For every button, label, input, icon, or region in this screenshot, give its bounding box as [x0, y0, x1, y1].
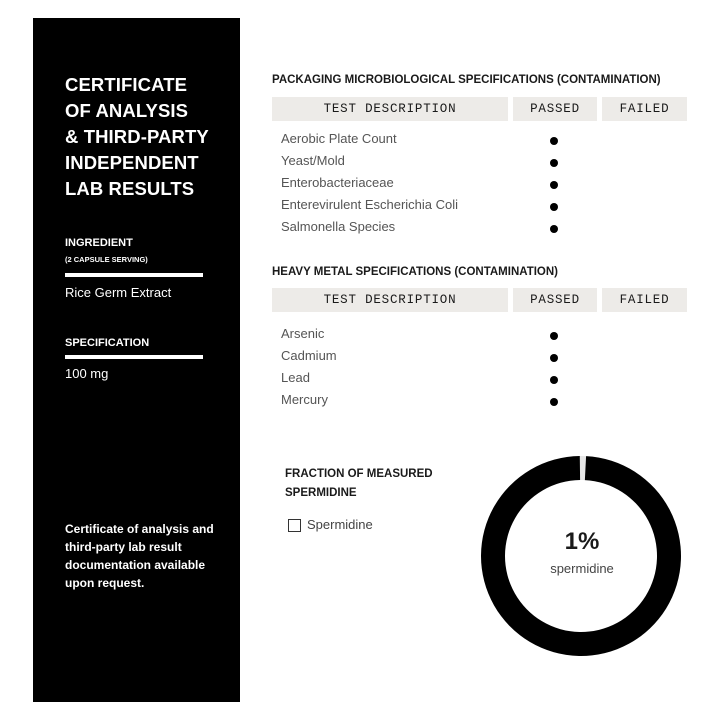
micro-header-passed: PASSED — [513, 97, 597, 121]
table-row-label: Enterevirulent Escherichia Coli — [281, 197, 459, 212]
ingredient-divider — [65, 273, 203, 277]
heavy-section-title: HEAVY METAL SPECIFICATIONS (CONTAMINATION) — [272, 266, 559, 278]
availability-note: Certificate of analysis and third-party lab result documentation available upon request. — [65, 522, 214, 590]
micro-header-failed: FAILED — [602, 97, 687, 121]
donut-percent-label: 1% — [564, 528, 600, 555]
specification-value: 100 mg — [65, 366, 109, 381]
table-row-label: Enterobacteriaceae — [281, 175, 394, 190]
fraction-title — [285, 465, 465, 503]
specification-label: SPECIFICATION — [65, 337, 150, 349]
legend-swatch — [288, 519, 301, 532]
result-dot — [550, 137, 558, 145]
result-dot — [550, 181, 558, 189]
donut-sub-label: spermidine — [550, 561, 614, 576]
heavy-header-passed: PASSED — [513, 288, 597, 312]
specification-divider — [65, 355, 203, 359]
table-row-label: Mercury — [281, 392, 328, 407]
legend-label: Spermidine — [307, 517, 373, 532]
table-row-label: Lead — [281, 370, 310, 385]
title-line: INDEPENDENT — [65, 152, 199, 173]
table-row-label: Salmonella Species — [281, 219, 396, 234]
title-line: OF ANALYSIS — [65, 100, 189, 121]
table-row-label: Aerobic Plate Count — [281, 131, 397, 146]
table-row-label: Cadmium — [281, 348, 337, 363]
result-dot — [550, 354, 558, 362]
result-dot — [550, 398, 558, 406]
micro-header-test-description: TEST DESCRIPTION — [272, 97, 508, 121]
sidebar — [33, 18, 240, 702]
ingredient-label: INGREDIENT — [65, 237, 133, 249]
result-dot — [550, 376, 558, 384]
heavy-header-test-description: TEST DESCRIPTION — [272, 288, 508, 312]
fraction-title-line: SPERMIDINE — [285, 487, 357, 499]
ingredient-sub-label: (2 CAPSULE SERVING) — [65, 255, 148, 264]
heavy-header-failed: FAILED — [602, 288, 687, 312]
ingredient-value: Rice Germ Extract — [65, 285, 172, 300]
table-row-label: Yeast/Mold — [281, 153, 345, 168]
table-row-label: Arsenic — [281, 326, 325, 341]
result-dot — [550, 332, 558, 340]
title-line: LAB RESULTS — [65, 178, 195, 199]
donut-slice-other — [481, 456, 681, 656]
result-dot — [550, 225, 558, 233]
result-dot — [550, 159, 558, 167]
micro-section-title: PACKAGING MICROBIOLOGICAL SPECIFICATIONS (CONTAMINATION) — [272, 74, 661, 86]
result-dot — [550, 203, 558, 211]
title-line: CERTIFICATE — [65, 74, 188, 95]
title-line: & THIRD-PARTY — [65, 126, 209, 147]
sidebar-title — [65, 72, 235, 202]
fraction-title-line: FRACTION OF MEASURED — [285, 468, 433, 480]
spermidine-donut-chart — [481, 456, 681, 656]
